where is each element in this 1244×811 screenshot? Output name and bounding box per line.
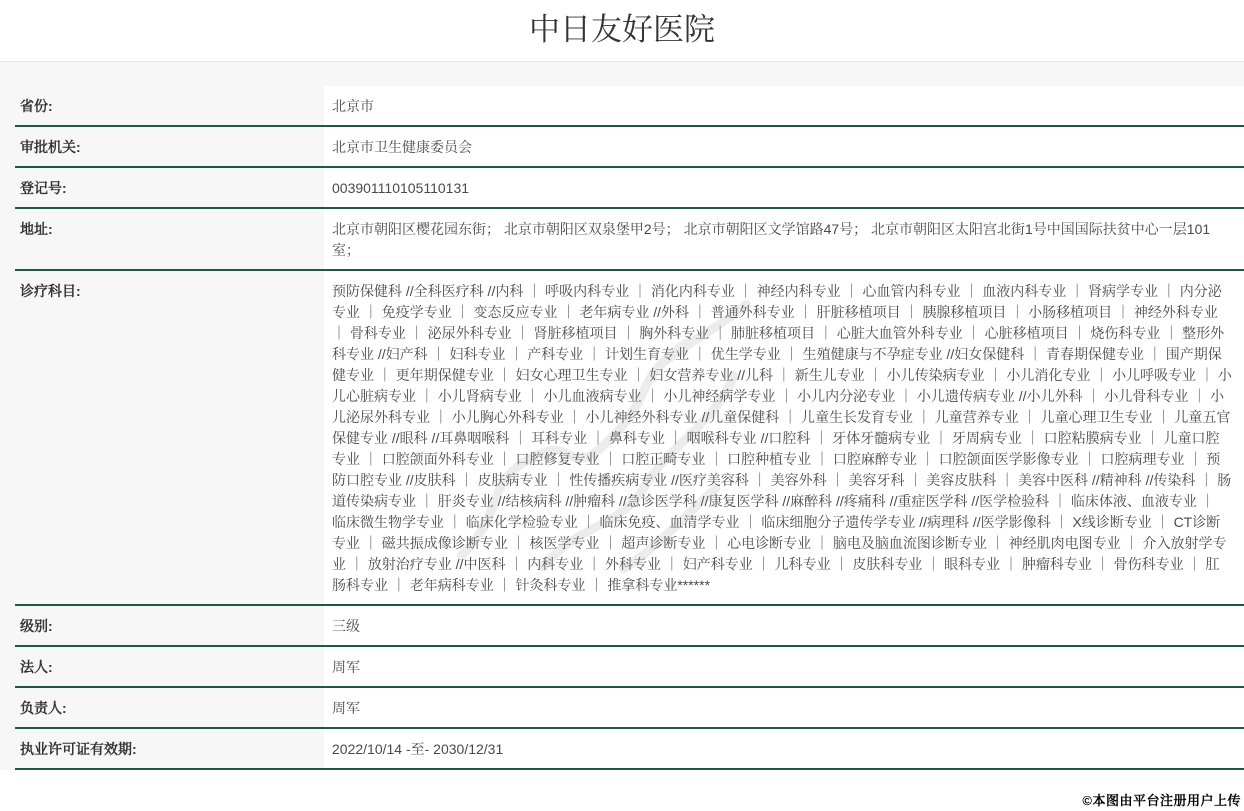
info-row-value: 北京市朝阳区樱花园东街； 北京市朝阳区双泉堡甲2号； 北京市朝阳区文学馆路47号； 北京市朝阳区太阳宫北街1号中国国际扶贫中心一层101室；	[324, 209, 1244, 271]
info-row-label: 诊疗科目:	[20, 283, 81, 299]
info-row-label: 登记号:	[20, 180, 67, 196]
info-row-value: 北京市	[324, 86, 1244, 127]
info-row-value: 2022/10/14 -至- 2030/12/31	[324, 729, 1244, 770]
info-row	[0, 86, 1244, 127]
info-row-value: 周军	[324, 647, 1244, 688]
info-row-label: 省份:	[20, 98, 53, 114]
info-row	[0, 271, 1244, 606]
info-row-label: 审批机关:	[20, 139, 81, 155]
info-row	[0, 606, 1244, 647]
info-row	[0, 647, 1244, 688]
page-title: 中日友好医院	[529, 12, 715, 47]
info-row-label: 法人:	[20, 659, 53, 675]
info-row	[0, 127, 1244, 168]
info-row-value: 预防保健科 //全科医疗科 //内科 ｜ 呼吸内科专业 ｜ 消化内科专业 ｜ 神经内科专业 ｜ 心血管内科专业 ｜ 血液内科专业 ｜ 肾病学专业 ｜ 内分泌专业 ｜ 免疫学专业 ｜ 变态反应专业 ｜ 老年病专业 //外科 ｜ 普通外科专业 ｜ 肝脏移植项目 ｜ 胰腺移植项目 ｜ 小肠移植项目 ｜ 神经外科专业 ｜ 骨科专业 ｜ 泌尿外科专业 ｜ 肾脏移植项目 ｜ 胸外科专业 ｜ 肺脏移植项目 ｜ 心脏大血管外科专业 ｜ 心脏移植项目 ｜ 烧伤科专业 ｜ 整形外科专业 //妇产科 ｜ 妇科专业 ｜ 产科专业 ｜ 计划生育专业 ｜ 优生学专业 ｜ 生殖健康与不孕症专业 //妇女保健科 ｜ 青春期保健专业 ｜ 围产期保健专业 ｜ 更年期保健专业 ｜ 妇女心理卫生专业 ｜ 妇女营养专业 //儿科 ｜ 新生儿专业 ｜ 小儿传染病专业 ｜ 小儿消化专业 ｜ 小儿呼吸专业 ｜ 小儿心脏病专业 ｜ 小儿肾病专业 ｜ 小儿血液病专业 ｜ 小儿神经病学专业 ｜ 小儿内分泌专业 ｜ 小儿遗传病专业 //小儿外科 ｜ 小儿骨科专业 ｜ 小儿泌尿外科专业 ｜ 小儿胸心外科专业 ｜ 小儿神经外科专业 //儿童保健科 ｜ 儿童生长发育专业 ｜ 儿童营养专业 ｜ 儿童心理卫生专业 ｜ 儿童五官保健专业 //眼科 //耳鼻咽喉科 ｜ 耳科专业 ｜ 鼻科专业 ｜ 咽喉科专业 //口腔科 ｜ 牙体牙髓病专业 ｜ 牙周病专业 ｜ 口腔粘膜病专业 ｜ 儿童口腔专业 ｜ 口腔颌面外科专业 ｜ 口腔修复专业 ｜ 口腔正畸专业 ｜ 口腔种植专业 ｜ 口腔麻醉专业 ｜ 口腔颌面医学影像专业 ｜ 口腔病理专业 ｜ 预防口腔专业 //皮肤科 ｜ 皮肤病专业 ｜ 性传播疾病专业 //医疗美容科 ｜ 美容外科 ｜ 美容牙科 ｜ 美容皮肤科 ｜ 美容中医科 //精神科 //传染科 ｜ 肠道传染病专业 ｜ 肝炎专业 //结核病科 //肿瘤科 //急诊医学科 //康复医学科 //麻醉科 //疼痛科 //重症医学科 //医学检验科 ｜ 临床体液、血液专业 ｜ 临床微生物学专业 ｜ 临床化学检验专业 ｜ 临床免疫、血清学专业 ｜ 临床细胞分子遗传学专业 //病理科 //医学影像科 ｜ X线诊断专业 ｜ CT诊断专业 ｜ 磁共振成像诊断专业 ｜ 核医学专业 ｜ 超声诊断专业 ｜ 心电诊断专业 ｜ 脑电及脑血流图诊断专业 ｜ 神经肌肉电图专业 ｜ 介入放射学专业 ｜ 放射治疗专业 //中医科 ｜ 内科专业 ｜ 外科专业 ｜ 妇产科专业 ｜ 儿科专业 ｜ 皮肤科专业 ｜ 眼科专业 ｜ 肿瘤科专业 ｜ 骨伤科专业 ｜ 肛肠科专业 ｜ 老年病科专业 ｜ 针灸科专业 ｜ 推拿科专业******	[324, 271, 1244, 606]
info-row-value: 北京市卫生健康委员会	[324, 127, 1244, 168]
info-row	[0, 688, 1244, 729]
info-row-value: 003901110105110131	[324, 168, 1244, 209]
info-row-value: 三级	[324, 606, 1244, 647]
info-row-label: 执业许可证有效期:	[20, 741, 137, 757]
info-row	[0, 168, 1244, 209]
info-row-label: 负责人:	[20, 700, 67, 716]
page-header	[0, 0, 1244, 62]
info-row-label: 地址:	[20, 221, 53, 237]
info-row-label: 级别:	[20, 618, 53, 634]
hospital-info-table	[0, 62, 1244, 770]
info-row	[0, 209, 1244, 271]
info-row	[0, 729, 1244, 770]
copyright-watermark: ©本图由平台注册用户上传	[1082, 793, 1241, 808]
info-row-value: 周军	[324, 688, 1244, 729]
